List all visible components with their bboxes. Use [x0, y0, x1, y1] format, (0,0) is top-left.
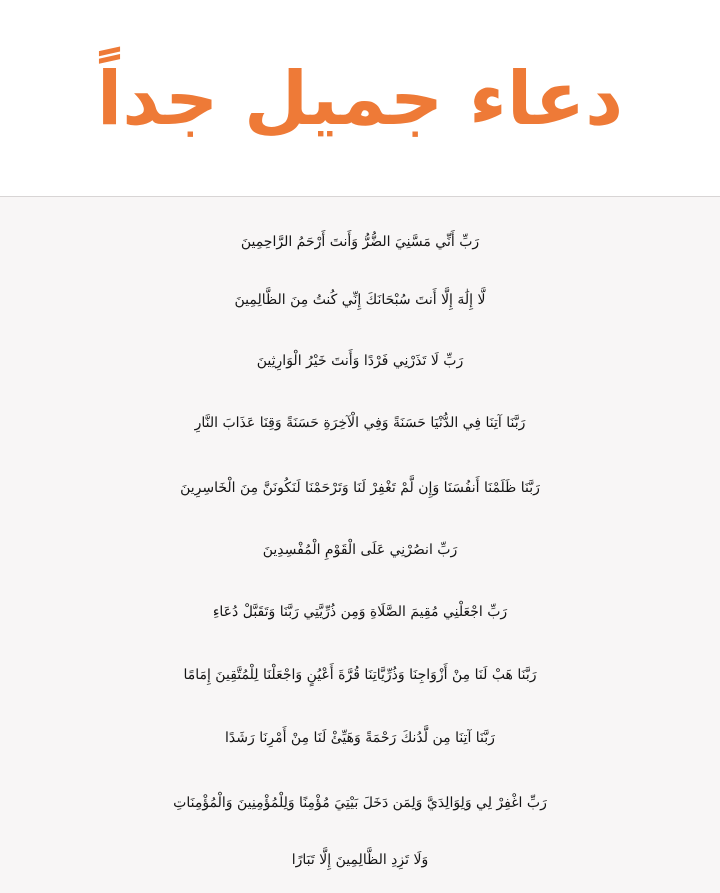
verse-line: رَبَّنَا آتِنَا فِي الدُّنْيَا حَسَنَةً وَفِي الْآخِرَةِ حَسَنَةً وَقِنَا عَذَابَ النَّارِ	[194, 415, 526, 431]
page-title: دعاء جميل جداً	[96, 56, 624, 142]
verses-panel	[0, 197, 720, 893]
verse-line: رَبِّ اجْعَلْنِي مُقِيمَ الصَّلَاةِ وَمِن ذُرِّيَّتِي رَبَّنَا وَتَقَبَّلْ دُعَاءِ	[212, 604, 508, 620]
verse-line: رَبَّنَا آتِنَا مِن لَّدُنكَ رَحْمَةً وَهَيِّئْ لَنَا مِنْ أَمْرِنَا رَشَدًا	[225, 730, 495, 746]
verse-line: وَلَا تَزِدِ الظَّالِمِينَ إِلَّا تَبَارًا	[291, 852, 429, 868]
verse-line: رَبِّ أَنِّي مَسَّنِيَ الضُّرُّ وَأَنتَ أَرْحَمُ الرَّاحِمِينَ	[240, 234, 480, 250]
title-header	[0, 0, 720, 196]
verse-line: رَبِّ اغْفِرْ لِي وَلِوَالِدَيَّ وَلِمَن دَخَلَ بَيْتِيَ مُؤْمِنًا وَلِلْمُؤْمِنِينَ وَالْمُؤْمِنَاتِ	[173, 795, 547, 811]
verse-line: رَبِّ لَا تَذَرْنِي فَرْدًا وَأَنتَ خَيْرُ الْوَارِثِينَ	[256, 353, 464, 369]
verse-line: رَبِّ انصُرْنِي عَلَى الْقَوْمِ الْمُفْسِدِينَ	[262, 542, 458, 558]
verse-line: رَبَّنَا ظَلَمْنَا أَنفُسَنَا وَإِن لَّمْ تَغْفِرْ لَنَا وَتَرْحَمْنَا لَنَكُونَنَّ مِنَ الْخَاسِرِينَ	[180, 480, 540, 496]
verse-line: لَّا إِلَٰهَ إِلَّا أَنتَ سُبْحَانَكَ إِنِّي كُنتُ مِنَ الظَّالِمِينَ	[234, 292, 486, 308]
verse-line: رَبَّنَا هَبْ لَنَا مِنْ أَزْوَاجِنَا وَذُرِّيَّاتِنَا قُرَّةَ أَعْيُنٍ وَاجْعَلْنَا لِلْمُتَّقِينَ إِمَامًا	[183, 667, 537, 683]
